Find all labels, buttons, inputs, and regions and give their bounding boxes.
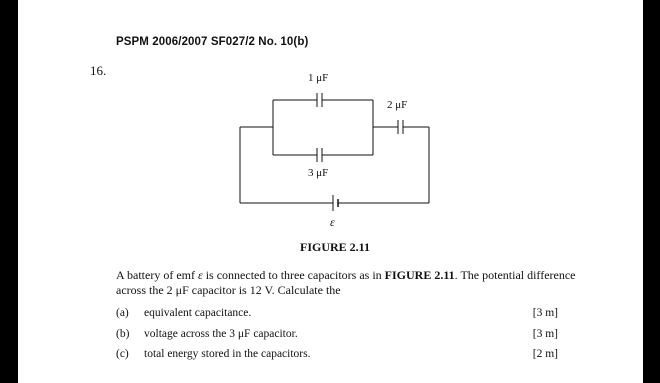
part-a-letter: (a) [116, 307, 129, 319]
cap3-label: 3 μF [308, 167, 329, 179]
part-b-text: voltage across the 3 μF capacitor. [144, 328, 298, 340]
part-b-marks: [3 m] [532, 328, 558, 340]
part-c-letter: (c) [116, 348, 129, 360]
part-c-text: total energy stored in the capacitors. [144, 348, 311, 360]
intro-figure-ref: FIGURE 2.11 [384, 268, 455, 282]
part-a-marks: [3 m] [532, 307, 558, 319]
part-b-letter: (b) [116, 328, 130, 340]
emf-label: ε [330, 215, 335, 229]
intro-text-a: A battery of emf [116, 268, 198, 282]
intro-text-c: . The potential difference across the 2 μF capacitor is 12 V. Calculate the [116, 268, 576, 297]
cap2-label: 2 μF [387, 99, 408, 111]
cap1-label: 1 μF [308, 72, 329, 84]
problem-statement [116, 268, 576, 298]
question-page [18, 0, 643, 383]
question-number: 16. [90, 63, 107, 78]
part-c [116, 348, 310, 360]
figure-caption: FIGURE 2.11 [300, 240, 371, 254]
part-b [116, 328, 298, 340]
intro-emf-symbol: ε [197, 268, 203, 282]
exam-reference-header: PSPM 2006/2007 SF027/2 No. 10(b) [116, 36, 309, 48]
capacitor-circuit-diagram [18, 0, 643, 240]
part-a-text: equivalent capacitance. [144, 307, 252, 319]
part-c-marks: [2 m] [532, 348, 558, 360]
part-a [116, 307, 251, 319]
intro-text-b: is connected to three capacitors as in [202, 268, 385, 282]
